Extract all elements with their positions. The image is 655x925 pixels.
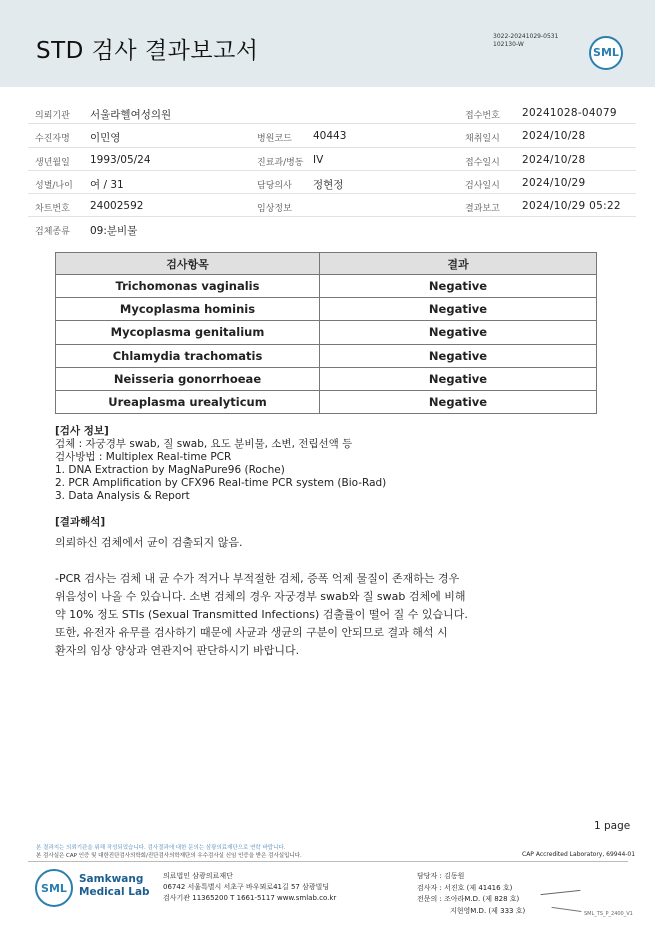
- info-row: [28, 194, 636, 217]
- info-label: 접수일시: [465, 157, 500, 168]
- text-line: 1. DNA Extraction by MagNaPure96 (Roche): [55, 464, 285, 476]
- test-item: Mycoplasma hominis: [56, 298, 320, 321]
- footer-address: 의료법인 삼광의료재단 06742 서울특별시 서초구 바우뫼로41길 57 삼광빌딩 검사기관 11365200 T 1661-5117 www.smlab.co.kr: [163, 872, 337, 902]
- note-line: -PCR 검사는 검체 내 균 수가 적거나 부적절한 검체, 증폭 억제 물질이 존재하는 경우: [55, 572, 460, 585]
- note-line: 약 10% 정도 STIs (Sexual Transmitted Infections) 검출률이 떨어 질 수 있습니다.: [55, 608, 468, 621]
- table-header-row: [56, 253, 597, 275]
- test-item: Trichomonas vaginalis: [56, 275, 320, 298]
- text-line: 검사방법 : Multiplex Real-time PCR: [55, 451, 232, 463]
- section-heading: [검사 정보]: [55, 425, 109, 437]
- form-id: SML_TS_P_2400_V1: [584, 911, 633, 917]
- report-title: STD 검사 결과보고서: [36, 38, 259, 64]
- footer-divider: [28, 861, 628, 862]
- test-result: Negative: [320, 321, 597, 344]
- info-value: 여 / 31: [90, 178, 124, 191]
- test-info-section: [55, 425, 386, 503]
- test-result: Negative: [320, 298, 597, 321]
- note-line: 또한, 유전자 유무를 검사하기 때문에 사균과 생균의 구분이 안되므로 결과 해석 시: [55, 626, 448, 639]
- table-row: [56, 321, 597, 344]
- footer-note: 본 결과지는 의뢰기관을 위해 작성되었습니다. 검사결과에 대한 문의는 삼광의료재단으로 연락 바랍니다.: [36, 845, 286, 851]
- info-value: 정현정: [313, 178, 344, 191]
- info-value: 24002592: [90, 200, 144, 213]
- info-value: 서울라헬여성의원: [90, 109, 172, 121]
- table-row: [56, 390, 597, 413]
- info-value: 2024/10/29 05:22: [522, 200, 621, 213]
- column-header: 검사항목: [56, 253, 320, 275]
- test-result: Negative: [320, 275, 597, 298]
- info-row: [28, 101, 636, 124]
- info-label: 결과보고: [465, 204, 500, 215]
- info-label: 담당의사: [257, 180, 292, 191]
- text-line: 3. Data Analysis & Report: [55, 490, 190, 502]
- info-value: 20241028-04079: [522, 107, 617, 119]
- document-number: 3022-20241029-0531 102130-W: [493, 33, 559, 48]
- patient-info: [28, 101, 636, 241]
- interpretation-text: 의뢰하신 검체에서 균이 검출되지 않음.: [55, 536, 243, 549]
- info-value: IV: [313, 153, 324, 166]
- interpretation-heading: [결과해석]: [55, 516, 106, 528]
- info-value: 2024/10/29: [522, 176, 586, 189]
- table-row: [56, 344, 597, 367]
- table-row: [56, 367, 597, 390]
- info-label: 진료과/병동: [257, 157, 304, 168]
- info-value: 40443: [313, 130, 347, 143]
- test-item: Ureaplasma urealyticum: [56, 390, 320, 413]
- footer-sml-logo: SML: [35, 869, 73, 907]
- info-row: [28, 148, 636, 171]
- info-label: 검체종류: [35, 227, 70, 238]
- table-row: [56, 298, 597, 321]
- info-label: 검사일시: [465, 180, 500, 191]
- signature-mark: [540, 881, 581, 895]
- sml-logo: SML: [589, 36, 623, 70]
- info-label: 생년월일: [35, 157, 70, 168]
- footer-org-name: Samkwang Medical Lab: [79, 873, 150, 898]
- cap-accreditation: CAP Accredited Laboratory, 69944-01: [522, 851, 636, 858]
- info-label: 임상정보: [257, 204, 292, 215]
- test-result: Negative: [320, 390, 597, 413]
- info-value: 1993/05/24: [90, 153, 151, 166]
- test-item: Chlamydia trachomatis: [56, 344, 320, 367]
- info-row: [28, 217, 636, 240]
- note-line: 위음성이 나올 수 있습니다. 소변 검체의 경우 자궁경부 swab와 질 swab 검체에 비해: [55, 590, 466, 603]
- info-label: 채취일시: [465, 134, 500, 145]
- column-header: 결과: [320, 253, 597, 275]
- info-row: [28, 171, 636, 194]
- test-item: Neisseria gonorrhoeae: [56, 367, 320, 390]
- info-label: 접수번호: [465, 111, 500, 121]
- info-value: 2024/10/28: [522, 153, 586, 166]
- signature-mark: [552, 900, 583, 912]
- info-value: 이민영: [90, 132, 121, 145]
- info-label: 차트번호: [35, 204, 70, 215]
- test-item: Mycoplasma genitalium: [56, 321, 320, 344]
- test-result: Negative: [320, 367, 597, 390]
- info-label: 성별/나이: [35, 180, 73, 191]
- info-value: 2024/10/28: [522, 130, 586, 143]
- info-label: 병원코드: [257, 134, 292, 145]
- note-line: 환자의 임상 양상과 연관지어 판단하시기 바랍니다.: [55, 644, 300, 657]
- results-table: [55, 252, 597, 414]
- footer-note: 본 검사실은 CAP 인증 및 대한진단검사의학회/진단검사의학재단의 우수검사실 신임 인증을 받은 검사실입니다.: [36, 853, 302, 859]
- text-line: 2. PCR Amplification by CFX96 Real-time PCR system (Bio-Rad): [55, 477, 387, 489]
- info-label: 수진자명: [35, 134, 70, 145]
- table-row: [56, 275, 597, 298]
- footer-staff: 담당자 : 김동원 검사자 : 서진호 (제 41416 호) 전문의 : 조아라M.D. (제 828 호) 지현영M.D. (제 333 호): [417, 872, 526, 915]
- info-label: 의뢰기관: [35, 111, 70, 121]
- info-row: [28, 124, 636, 147]
- info-value: 09:분비물: [90, 225, 138, 238]
- page-number: 1 page: [594, 820, 631, 832]
- test-result: Negative: [320, 344, 597, 367]
- text-line: 검체 : 자궁경부 swab, 질 swab, 요도 분비물, 소변, 전립선액 등: [55, 438, 353, 450]
